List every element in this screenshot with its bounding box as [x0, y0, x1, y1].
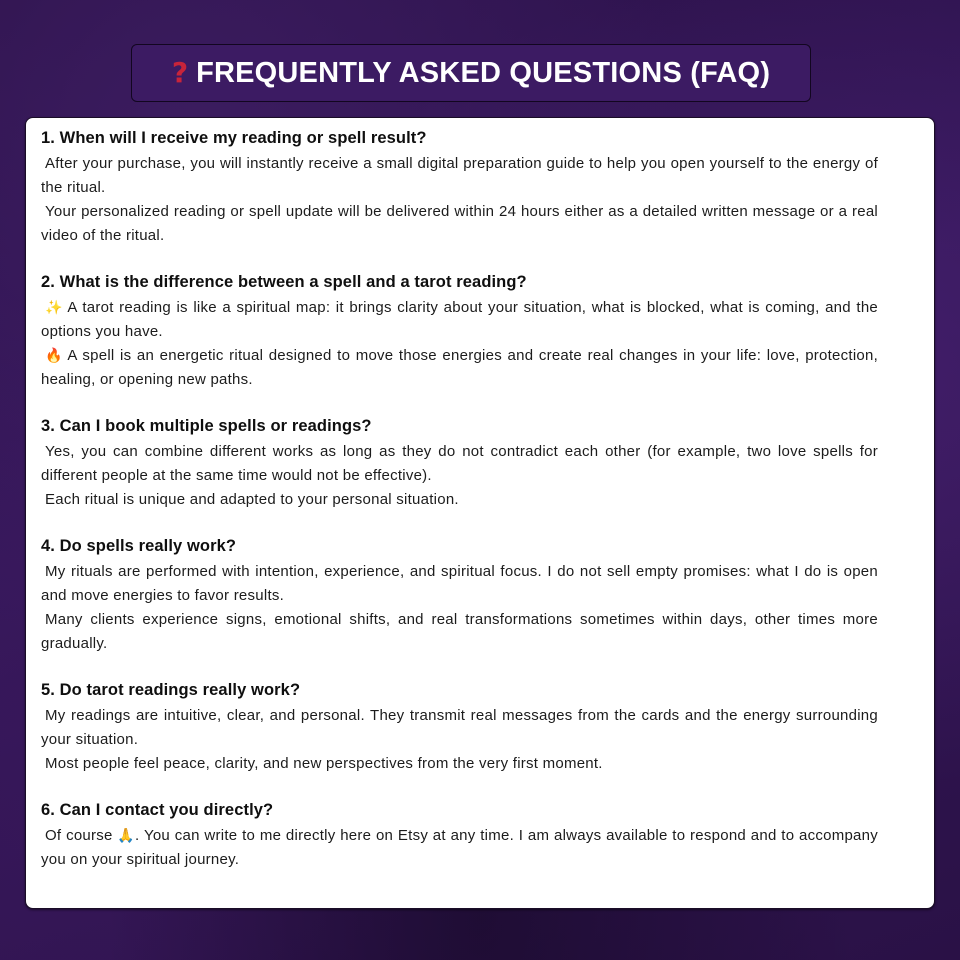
- faq-answer: [41, 560, 878, 608]
- faq-answer: [41, 704, 878, 752]
- faq-question: 2. What is the difference between a spell and a tarot reading?: [41, 273, 527, 291]
- faq-question: 4. Do spells really work?: [41, 537, 237, 555]
- faq-item-3: [41, 415, 878, 512]
- praying-hands-icon: 🙏: [117, 827, 136, 843]
- faq-answer: [41, 824, 878, 872]
- faq-answer-text: . You can write to me directly here on Etsy at any time. I am always available to respond and to accompany you on your spiritual journey.: [41, 827, 878, 868]
- faq-answer: [41, 296, 878, 344]
- faq-answer: [41, 440, 878, 488]
- faq-answer-text: Each ritual is unique and adapted to your personal situation.: [45, 491, 459, 508]
- faq-question: 1. When will I receive my reading or spell result?: [41, 129, 427, 147]
- faq-answer: [41, 200, 878, 248]
- faq-answer-text: My rituals are performed with intention, experience, and spiritual focus. I do not sell empty promises: what I do is open and move energies to favor results.: [41, 563, 878, 604]
- faq-question: 6. Can I contact you directly?: [41, 801, 274, 819]
- faq-answer: [41, 152, 878, 200]
- faq-answer-text: Yes, you can combine different works as long as they do not contradict each other (for example, two love spells for different people at the same time would not be effective).: [41, 443, 878, 484]
- faq-question: 3. Can I book multiple spells or readings?: [41, 417, 372, 435]
- page-title: FREQUENTLY ASKED QUESTIONS (FAQ): [196, 56, 771, 89]
- faq-title-banner: [131, 44, 811, 102]
- faq-item-4: [41, 535, 878, 656]
- faq-answer-text: My readings are intuitive, clear, and personal. They transmit real messages from the cards and the energy surrounding your situation.: [41, 707, 878, 748]
- faq-answer-text: Most people feel peace, clarity, and new perspectives from the very first moment.: [45, 755, 603, 772]
- sparkles-icon: ✨: [45, 299, 63, 315]
- faq-answer-text: A tarot reading is like a spiritual map: it brings clarity about your situation, what is blocked, what is coming, and the options you have.: [41, 299, 878, 340]
- faq-answer-text: Your personalized reading or spell update will be delivered within 24 hours either as a detailed written message or a real video of the ritual.: [41, 203, 878, 244]
- faq-answer: [41, 608, 878, 656]
- faq-item-1: [41, 127, 878, 248]
- faq-answer-text: A spell is an energetic ritual designed to move those energies and create real changes in your life: love, protection, healing, or opening new paths.: [41, 347, 879, 388]
- faq-card: [25, 117, 935, 909]
- faq-answer-text: After your purchase, you will instantly receive a small digital preparation guide to help you open yourself to the energy of the ritual.: [41, 155, 878, 196]
- faq-answer: [41, 752, 878, 776]
- fire-icon: 🔥: [45, 347, 63, 363]
- faq-question: 5. Do tarot readings really work?: [41, 681, 301, 699]
- faq-answer-text-lead: Of course: [45, 827, 113, 844]
- faq-item-5: [41, 679, 878, 776]
- question-mark-icon: ?: [171, 55, 189, 89]
- faq-item-6: [41, 799, 878, 872]
- faq-answer-text: Many clients experience signs, emotional shifts, and real transformations sometimes within days, other times more gradually.: [41, 611, 878, 652]
- faq-answer: [41, 488, 878, 512]
- faq-answer: [41, 344, 878, 392]
- faq-item-2: [41, 271, 878, 392]
